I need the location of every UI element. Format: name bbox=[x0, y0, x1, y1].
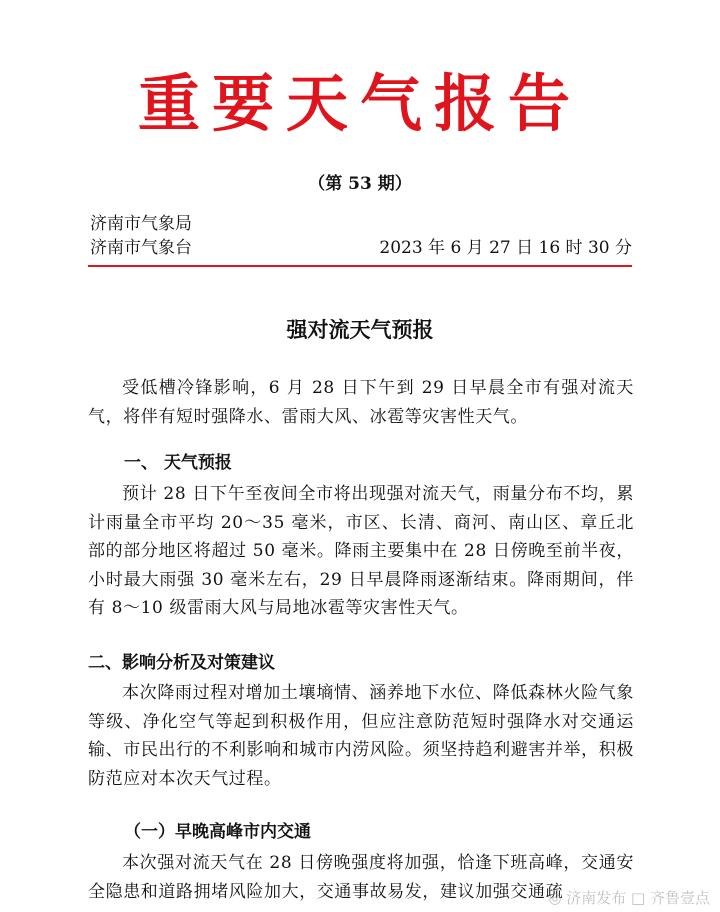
source-watermark: ◎ 济南发布 □ 齐鲁壹点 bbox=[548, 889, 710, 907]
main-title: 重要天气报告 bbox=[137, 67, 582, 140]
subsection-1-heading: （一）早晚高峰市内交通 bbox=[124, 822, 311, 842]
red-divider bbox=[88, 265, 632, 267]
intro-text: 受低槽冷锋影响，6 月 28 日下午到 29 日早晨全市有强对流天气，将伴有短时强降水、雷雨大风、冰雹等灾害性天气。 bbox=[88, 378, 634, 427]
intro-paragraph bbox=[88, 374, 634, 431]
section-2-text: 本次降雨过程对增加土壤墒情、涵养地下水位、降低森林火险气象等级、净化空气等起到积极作用，但应注意防范短时强降水对交通运输、市民出行的不利影响和城市内涝风险。须坚持趋利避害并举，积极防范应对本次天气过程。 bbox=[88, 683, 634, 789]
section-1-text: 预计 28 日下午至夜间全市将出现强对流天气，雨量分布不均，累计雨量全市平均 20～35 毫米，市区、长清、商河、南山区、章丘北部的部分地区将超过 50 毫米。降雨主要集中在 28 日傍晚至前半夜，小时最大雨强 30 毫米左右，29 日早晨降雨逐渐结束。降雨期间，伴有 8～10 级雷雨大风与局地冰雹等灾害性天气。 bbox=[88, 484, 634, 618]
issue-date: 2023 年 6 月 27 日 16 时 30 分 bbox=[379, 238, 632, 258]
issue-number: （第 53 期） bbox=[308, 174, 412, 194]
subsection-1-text: 本次强对流天气在 28 日傍晚强度将加强，恰逢下班高峰，交通安全隐患和道路拥堵风险加大，交通事故易发，建议加强交通疏 bbox=[88, 853, 634, 902]
section-1-heading: 一、 天气预报 bbox=[124, 453, 232, 473]
report-title: 强对流天气预报 bbox=[286, 317, 434, 342]
section-1-paragraph bbox=[88, 480, 634, 623]
issuer-bureau: 济南市气象局 bbox=[90, 214, 192, 234]
section-2-paragraph bbox=[88, 679, 634, 793]
section-2-heading: 二、影响分析及对策建议 bbox=[88, 653, 275, 673]
issuer-station: 济南市气象台 bbox=[90, 238, 192, 258]
